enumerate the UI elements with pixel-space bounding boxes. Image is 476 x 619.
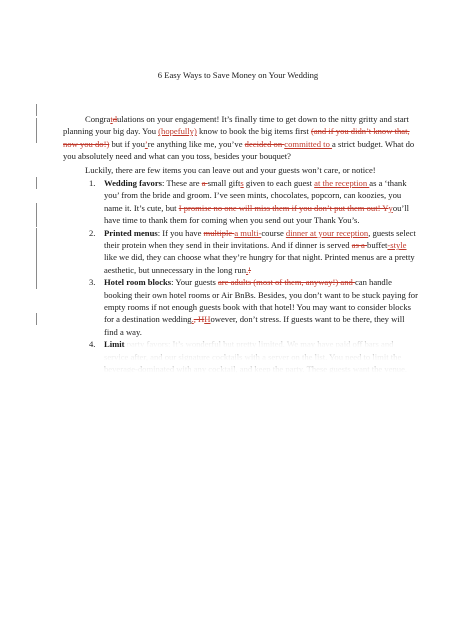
change-bar — [36, 277, 37, 289]
inserted-text: ’ — [144, 138, 148, 149]
text-run: , guests select their protein when they send in their invitations. And if dinner is served — [104, 227, 416, 251]
inserted-text: H — [204, 314, 211, 325]
inserted-text: y — [388, 202, 393, 213]
text-run: know to book the big items first — [196, 126, 311, 137]
text-run: a strict budget. What do you absolutely need and what can you toss, besides your bouquet? — [63, 138, 415, 162]
text-run: but if you — [109, 138, 145, 149]
inserted-text: s — [240, 178, 244, 188]
deleted-text: multiple — [203, 227, 235, 238]
change-bar — [36, 228, 37, 278]
text-run: : If you have — [157, 227, 204, 238]
deleted-text: as a — [351, 240, 368, 251]
faded-text: party favors: It’s wonderful but pretty limited. We may have paid off bars and service after, and our signature cocktails with a server on the list. You need to limit the beverage-dominated with any cocktail, and keep the party. These guests want the venue. — [104, 339, 408, 375]
list-item — [89, 177, 418, 227]
list-item-heading: Hotel room blocks — [104, 277, 172, 288]
list-item-heading: Wedding favors — [104, 178, 163, 188]
list-item — [89, 276, 418, 338]
list-item-heading: Printed menus — [104, 227, 158, 238]
tips-list — [89, 177, 418, 376]
deleted-text: I promise no one will miss them if you don’t put them out! Y — [178, 202, 389, 213]
deleted-text: ! — [248, 264, 252, 275]
change-bar — [36, 177, 37, 189]
deleted-text: d — [112, 113, 117, 124]
list-item — [89, 227, 418, 277]
change-bar — [36, 203, 37, 227]
inserted-text: (hopefully) — [158, 126, 197, 137]
intro-paragraph — [63, 113, 416, 163]
text-run: Congra — [85, 113, 111, 124]
text-run: ou’ll have time to thank them for coming when you send out your Thank You’s. — [104, 202, 410, 226]
text-run: : Your guests — [171, 277, 218, 288]
lead-paragraph: Luckily, there are few items you can leave out and your guests won’t care, or notice! — [85, 164, 376, 175]
inserted-text: committed to — [284, 138, 333, 149]
list-item-number: 2. — [89, 227, 96, 238]
deleted-text: (and if you didn’t know that, now you do!) — [63, 126, 410, 149]
change-bar — [36, 104, 37, 116]
text-run: re anything like me, you’ve — [147, 138, 245, 149]
document-title: 6 Easy Ways to Save Money on Your Wedding — [157, 70, 319, 80]
list-item — [89, 338, 418, 375]
deleted-text: are adults (most of them, anyway!) and — [217, 277, 355, 288]
list-item-number: 1. — [89, 178, 96, 188]
text-run: like we did, they can choose what they’re hungry for that night. Printed menus are a pretty aesthetic, but unnecessary in the long run — [104, 252, 415, 275]
change-bar — [36, 313, 37, 325]
text-run: as a ‘thank you’ from the bride and groom. I’ve seen mints, chocolates, popcorn, can koozies, you name it. It’s cute, but — [104, 178, 407, 213]
inserted-text: a multi- — [234, 227, 262, 238]
inserted-text: . — [191, 314, 194, 325]
text-run: small gift — [207, 178, 241, 188]
inserted-text: dinner at your reception — [285, 227, 369, 238]
list-item-heading: Limit — [104, 339, 125, 350]
inserted-text: . — [246, 264, 249, 275]
inserted-text: at the reception — [314, 178, 370, 188]
deleted-text: , H — [193, 314, 205, 325]
change-bar — [36, 118, 37, 143]
list-item-number: 3. — [89, 277, 96, 288]
text-run: buffet — [367, 240, 388, 251]
text-run: : These are — [162, 178, 202, 188]
deleted-text: decided on — [244, 138, 285, 149]
text-run: ulations on your engagement! It’s finally time to get down to the nitty gritty and start planning your big day. You — [63, 113, 409, 137]
inserted-text: -style — [387, 240, 407, 251]
deleted-text: a — [201, 178, 208, 188]
text-run: course — [261, 227, 286, 238]
text-run: owever, don’t stress. If guests want to be there, they will find a way. — [104, 314, 405, 337]
text-run: can handle booking their own hotel rooms or Air BnBs. Besides, you don’t want to be stuck paying for empty rooms if not enough guests book with that hotel! You may want to consider blocks for a destination wedding — [104, 277, 418, 325]
list-item-number: 4. — [89, 339, 96, 350]
text-run: given to each guest — [243, 178, 315, 188]
inserted-text: t — [110, 113, 113, 124]
